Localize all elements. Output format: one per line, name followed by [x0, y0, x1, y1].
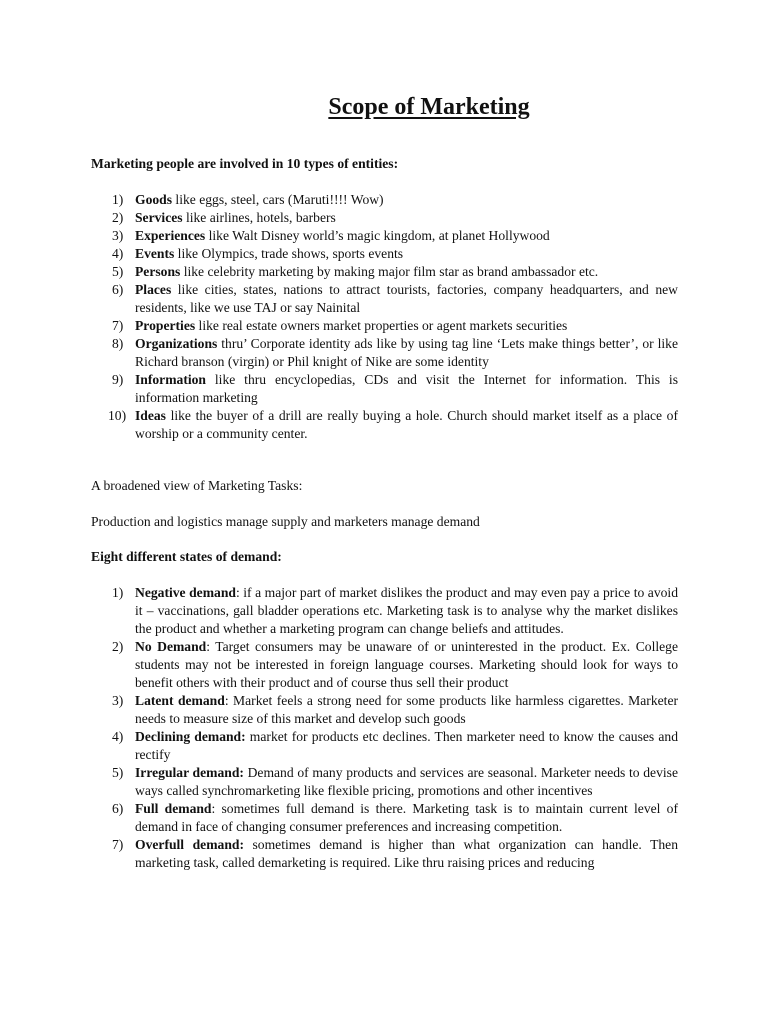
list-item [91, 317, 678, 335]
item-text: like Olympics, trade shows, sports events [174, 246, 404, 261]
tasks-line: A broadened view of Marketing Tasks: [91, 478, 303, 493]
demand-states-list [91, 584, 678, 872]
item-term: Full demand [135, 801, 212, 816]
item-text: like airlines, hotels, barbers [182, 210, 336, 225]
item-term: Latent demand [135, 693, 225, 708]
page-title: Scope of Marketing [328, 94, 530, 120]
item-text: thru’ Corporate identity ads like by using tag line ‘Lets make things better’, or like Richard branson (virgin) or Phil knight of Nike are some identity [135, 336, 678, 369]
demand-heading: Eight different states of demand: [91, 549, 282, 564]
list-item [91, 728, 678, 764]
list-item [91, 584, 678, 638]
item-text: like thru encyclopedias, CDs and visit the Internet for information. This is information marketing [135, 372, 678, 405]
item-number: 1) [112, 585, 124, 600]
item-number: 3) [112, 228, 124, 243]
item-text: like celebrity marketing by making major film star as brand ambassador etc. [180, 264, 599, 279]
item-term: Negative demand [135, 585, 236, 600]
item-term: Experiences [135, 228, 206, 243]
supply-line: Production and logistics manage supply and marketers manage demand [91, 514, 480, 529]
item-term: Persons [135, 264, 181, 279]
item-number: 4) [112, 246, 124, 261]
item-term: No Demand [135, 639, 207, 654]
item-number: 9) [112, 372, 124, 387]
item-term: Information [135, 372, 206, 387]
item-number: 7) [112, 837, 124, 852]
item-text: like Walt Disney world’s magic kingdom, at planet Hollywood [205, 228, 550, 243]
list-item [91, 263, 678, 281]
item-term: Irregular demand: [135, 765, 244, 780]
item-text: : if a major part of market dislikes the product and may even pay a price to avoid it – vaccinations, gall bladder operations etc. Marketing task is to analyse why the market dislikes the product and whether a marketing program can change beliefs and attitudes. [135, 585, 678, 636]
entities-list [91, 191, 678, 443]
item-number: 2) [112, 639, 124, 654]
item-number: 8) [112, 336, 124, 351]
item-text: sometimes demand is higher than what organization can handle. Then marketing task, called demarketing is required. Like thru raising prices and reducing [135, 837, 678, 870]
item-number: 3) [112, 693, 124, 708]
item-number: 10) [108, 408, 127, 423]
item-term: Overfull demand: [135, 837, 244, 852]
item-number: 6) [112, 801, 124, 816]
item-text: : Market feels a strong need for some products like harmless cigarettes. Marketer needs to measure size of this market and develop such goods [135, 693, 678, 726]
list-item [91, 692, 678, 728]
item-term: Declining demand: [135, 729, 246, 744]
item-term: Ideas [135, 408, 166, 423]
item-number: 5) [112, 264, 124, 279]
item-text: like cities, states, nations to attract tourists, factories, company headquarters, and new residents, like we use TAJ or say Nainital [135, 282, 678, 315]
item-text: like real estate owners market properties or agent markets securities [195, 318, 568, 333]
list-item [91, 191, 678, 209]
item-number: 2) [112, 210, 124, 225]
list-item [91, 764, 678, 800]
list-item [91, 245, 678, 263]
item-text: market for products etc declines. Then marketer need to know the causes and rectify [135, 729, 678, 762]
item-number: 4) [112, 729, 124, 744]
list-item [91, 407, 678, 443]
item-text: like eggs, steel, cars (Maruti!!!! Wow) [172, 192, 384, 207]
list-item [91, 800, 678, 836]
item-text: : Target consumers may be unaware of or uninterested in the product. Ex. College students may not be interested in foreign language courses. Marketing should look for ways to benefit others with their product and of course thus sell their product [135, 639, 678, 690]
item-number: 6) [112, 282, 124, 297]
list-item [91, 227, 678, 245]
list-item [91, 836, 678, 872]
item-term: Events [135, 246, 175, 261]
item-text: Demand of many products and services are seasonal. Marketer needs to devise ways called synchromarketing like flexible pricing, promotions and other incentives [135, 765, 678, 798]
item-term: Places [135, 282, 172, 297]
list-item [91, 371, 678, 407]
item-number: 1) [112, 192, 124, 207]
item-number: 5) [112, 765, 124, 780]
item-text: like the buyer of a drill are really buying a hole. Church should market itself as a place of worship or a community center. [135, 408, 678, 441]
item-term: Goods [135, 192, 173, 207]
item-term: Organizations [135, 336, 218, 351]
entities-heading: Marketing people are involved in 10 types of entities: [91, 156, 399, 171]
item-term: Properties [135, 318, 196, 333]
item-term: Services [135, 210, 183, 225]
item-number: 7) [112, 318, 124, 333]
list-item [91, 638, 678, 692]
list-item [91, 335, 678, 371]
list-item [91, 281, 678, 317]
item-text: : sometimes full demand is there. Marketing task is to maintain current level of demand in face of changing consumer preferences and increasing competition. [135, 801, 678, 834]
list-item [91, 209, 678, 227]
